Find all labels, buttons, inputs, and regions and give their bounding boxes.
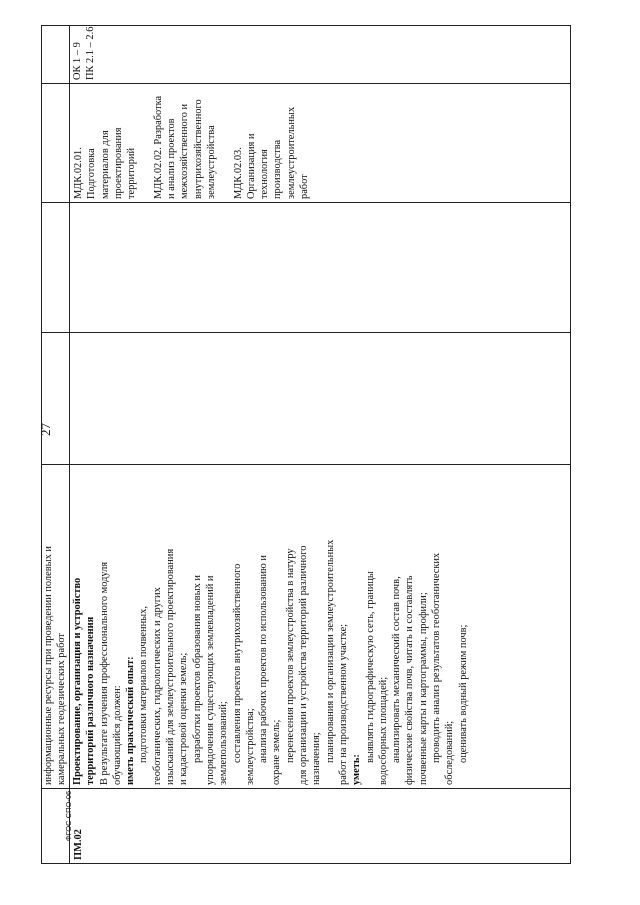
list-item: физические свойства почв, читать и составлять	[404, 575, 416, 785]
list-item: и кадастровой оценки земель;	[178, 652, 190, 785]
competency-table	[41, 25, 571, 864]
list-item: выявлять гидрографическую сеть, границы	[364, 571, 376, 763]
mdk-line: территорий	[126, 147, 138, 199]
table-border-bottom	[570, 25, 571, 864]
list-item: землепользований;	[218, 701, 230, 785]
mdk-line: проектирования	[112, 127, 124, 199]
mdk-line: землеустройства	[205, 125, 217, 199]
practical-experience-label: иметь практический опыт:	[125, 656, 137, 785]
module-title: Проектирование, организация и устройство	[72, 577, 83, 785]
list-item: охране земель;	[271, 719, 283, 785]
continuation-text: информационные ресурсы при проведении полевых и камеральных геодезических работ	[43, 546, 68, 785]
mdk-line: и анализ проектов	[166, 118, 178, 199]
mdk-line: Организация и	[245, 133, 257, 199]
page-footer: ФГОС СПО-06	[64, 790, 73, 841]
skills-label: уметь:	[351, 754, 363, 785]
list-item: обследований;	[444, 720, 456, 785]
general-competencies: ОК 1 – 9	[72, 42, 83, 80]
module-title: территорий различного назначения	[85, 616, 97, 785]
mdk-line: Подготовка	[86, 148, 98, 199]
module-content: Проектирование, организация и устройство территорий различного назначения В результате изучения профессионального модуля обучающийся должен: иметь практический опыт: подготовки материалов почвенных, геоботанических, гидрологических и других изысканий для землеустроительного проектирования и кадастровой оценки земель; разработки проектов образования новых и упорядочения существующих землевладений и землепользований; составления проектов внутрихозяйственного землеустройства; анализа рабочих проектов по использованию и охране земель; перенесения проектов землеустройства в натуру для организации и устройства территорий различного назначения; планирования и организации землеустроительных работ на производственном участке; уметь: выявлять гидрографическую сеть, границы водосборных площадей; анализировать механический состав почв, физические свойства почв, читать и составлять почвенные карты и картограммы, профили; проводить анализ результатов геоботанических обследований; оценивать водный режим почв;	[72, 539, 469, 785]
list-item: перенесения проектов землеустройства в натуру	[284, 548, 296, 763]
list-item: разработки проектов образования новых и	[191, 575, 203, 763]
mdk-line: МДК.02.01.	[73, 147, 84, 199]
mdk-line	[218, 96, 231, 199]
professional-competencies: ПК 2.1 – 2.6	[85, 26, 97, 80]
mdk-line	[138, 96, 151, 199]
practical-list	[137, 540, 350, 785]
list-item: анализа рабочих проектов по использованию и	[258, 555, 270, 763]
mdk-line: МДК.02.02. Разработка	[152, 95, 164, 199]
column-divider	[41, 202, 571, 203]
mdk-line: внутрихозяйственного	[192, 99, 204, 199]
list-item: оценивать водный режим почв;	[457, 624, 469, 763]
mdk-list	[72, 96, 311, 199]
list-item: для организации и устройства территорий различного	[298, 545, 310, 785]
column-divider	[41, 332, 571, 333]
list-item: назначения;	[311, 732, 323, 785]
mdk-line: МДК.02.03.	[232, 147, 244, 199]
list-item: анализировать механический состав почв,	[391, 576, 403, 763]
list-item: подготовки материалов почвенных,	[138, 606, 150, 763]
mdk-line: материалов для	[99, 130, 111, 199]
list-item: упорядочения существующих землевладений и	[204, 575, 216, 785]
module-code: ПМ.02	[73, 829, 84, 860]
column-divider	[41, 464, 571, 465]
mdk-line: межхозяйственного и	[179, 103, 191, 199]
table-border-right	[41, 25, 571, 26]
mdk-line: производства	[272, 139, 284, 199]
rotated-page-content	[41, 25, 571, 864]
list-item: геоботанических, гидрологических и других	[151, 587, 163, 785]
column-divider	[41, 788, 571, 789]
list-item: проводить анализ результатов геоботанических	[431, 552, 443, 763]
column-divider	[41, 83, 571, 84]
mdk-line: работ	[299, 174, 311, 199]
list-item: работ на производственном участке;	[337, 623, 349, 785]
list-item: водосборных площадей;	[377, 676, 389, 785]
list-item: почвенные карты и картограммы, профили;	[417, 592, 429, 785]
list-item: составления проектов внутрихозяйственного	[231, 563, 243, 763]
skills-list	[364, 540, 470, 785]
mdk-line: землеустроительных	[285, 106, 297, 199]
mdk-line: технология	[259, 149, 271, 199]
list-item: изысканий для землеустроительного проектирования	[165, 548, 177, 785]
competencies	[71, 27, 98, 80]
list-item: планирования и организации землеустроительных	[324, 539, 336, 763]
list-item: землеустройства;	[244, 708, 256, 785]
page-number: 27	[38, 423, 53, 436]
table-border-left	[41, 863, 571, 864]
